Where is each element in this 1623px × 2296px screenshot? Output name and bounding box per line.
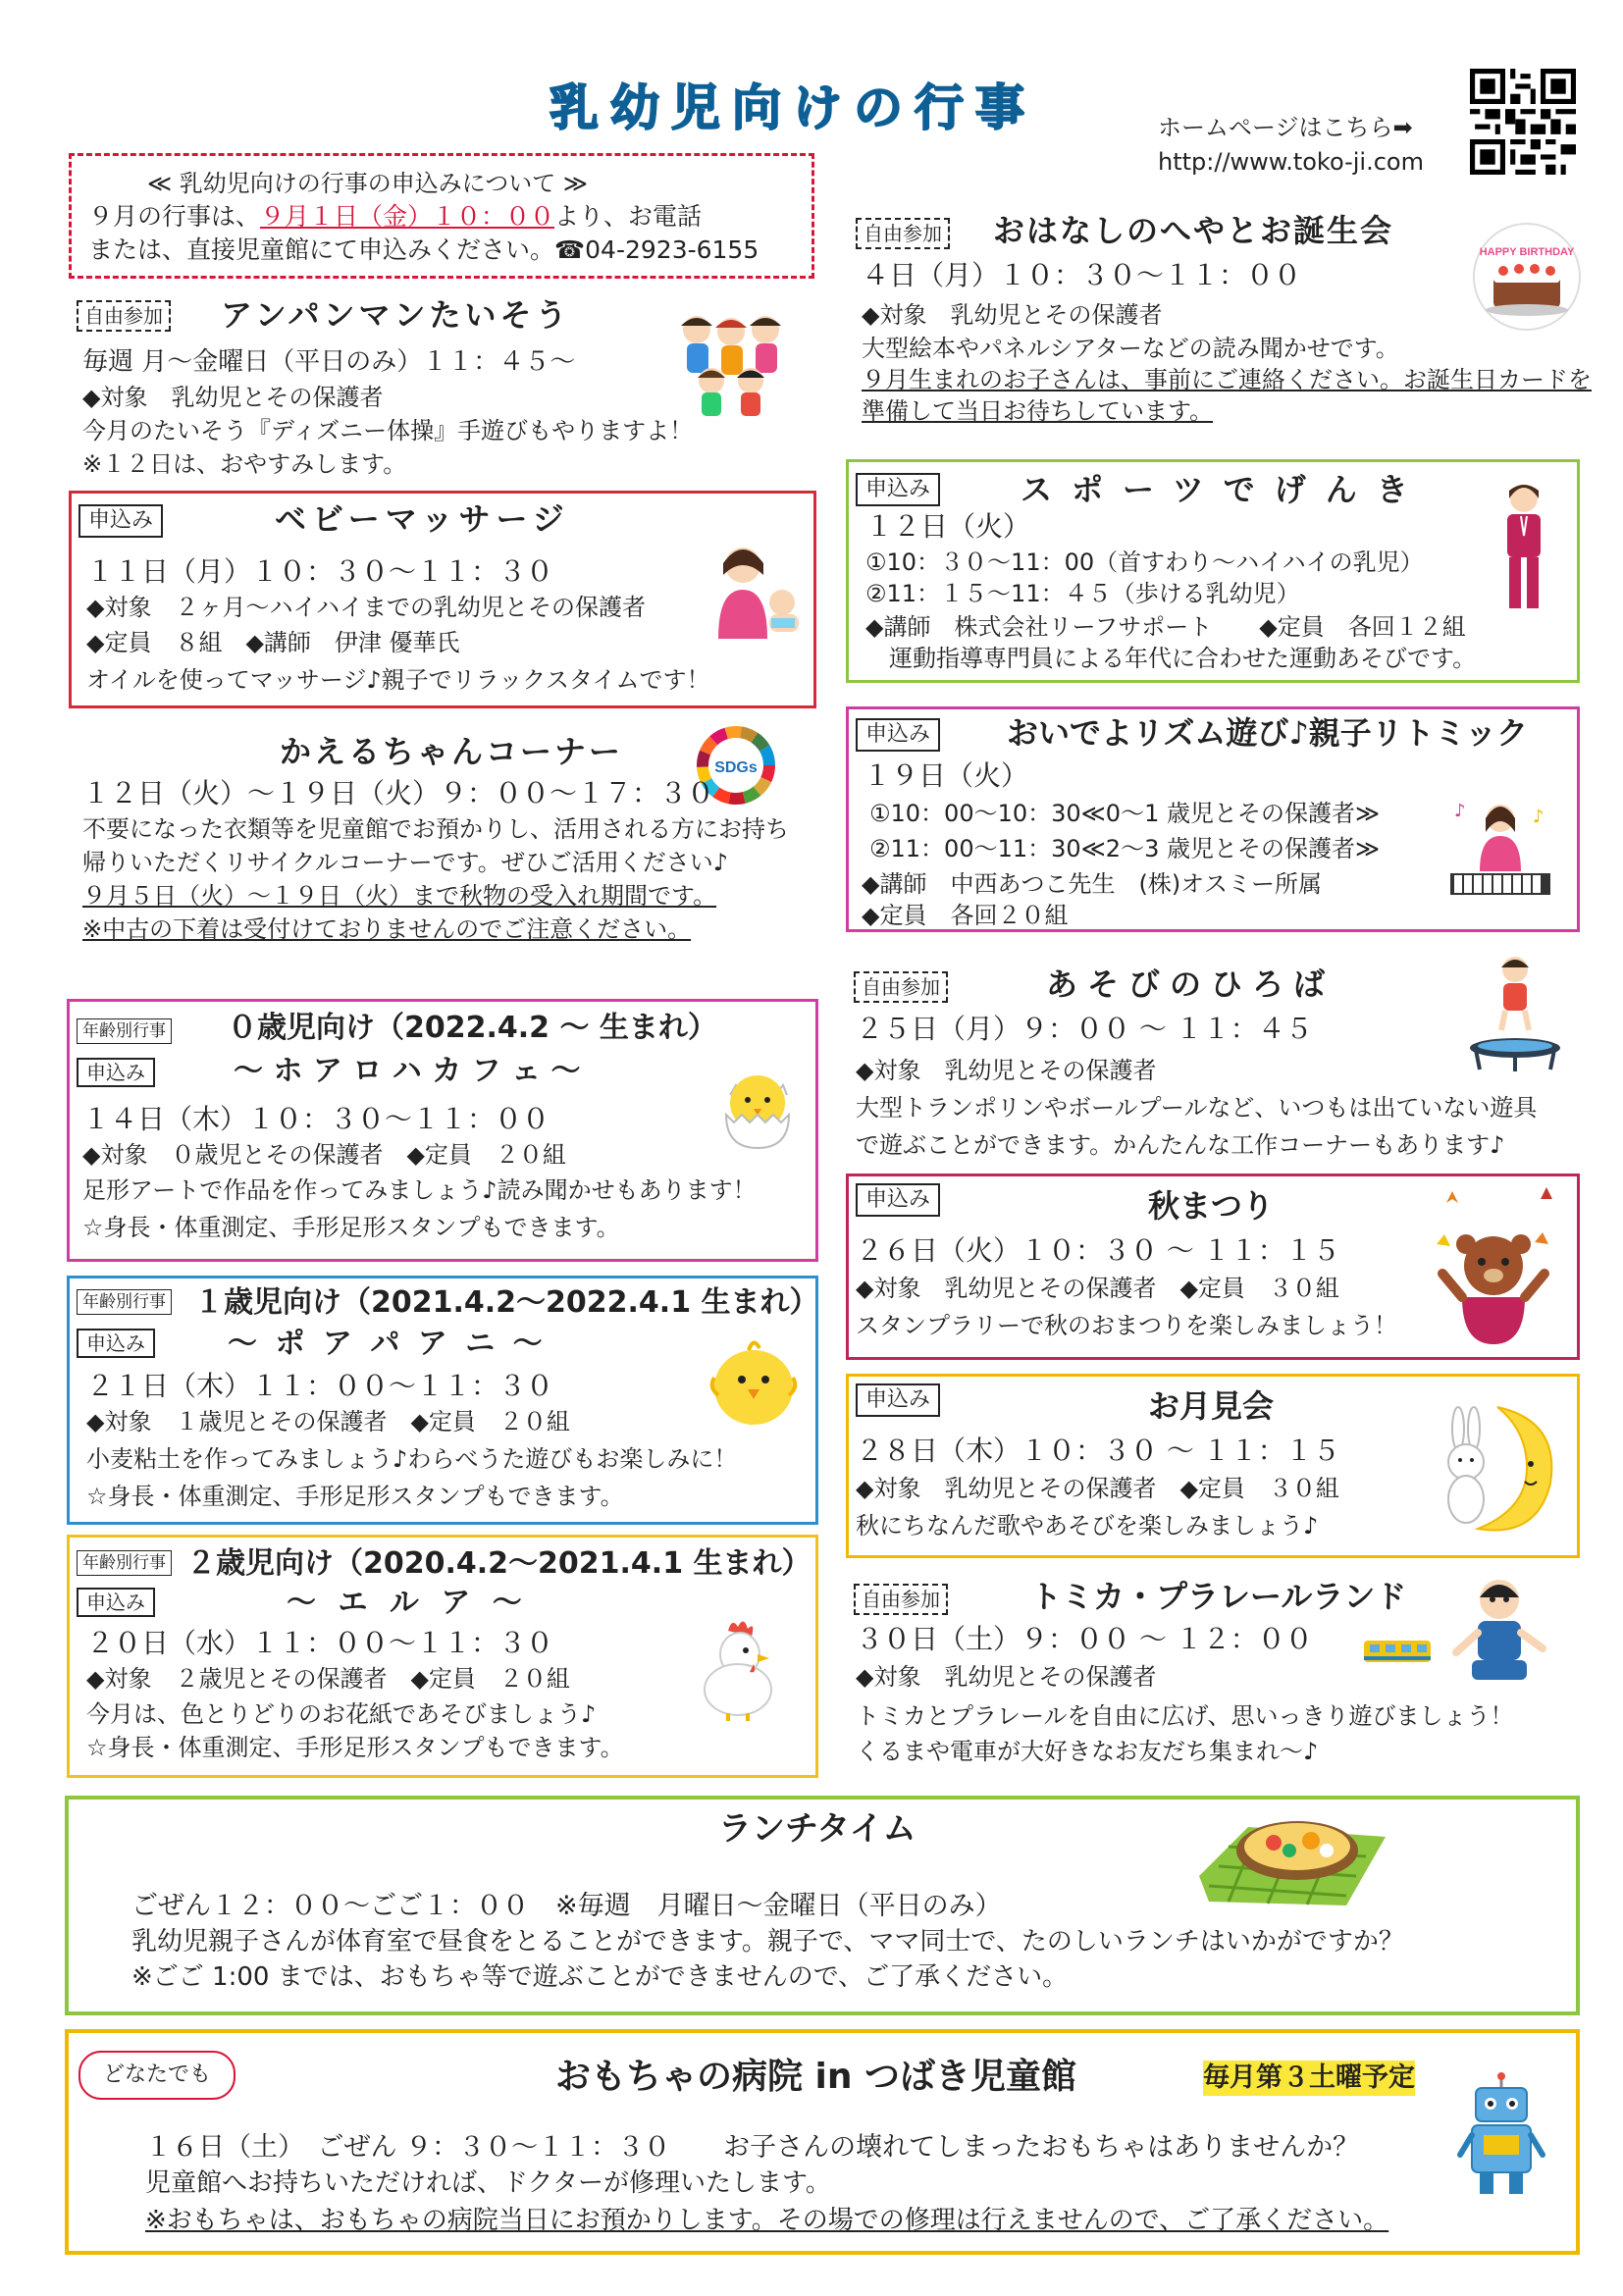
age2-desc: 今月は、色とりどりのお花紙であそびましょう♪ [86, 1700, 597, 1728]
baby-massage-capacity: ◆定員 ８組 ◆講師 伊津 優華氏 [86, 629, 460, 656]
hiroba-desc2: で遊ぶことができます。かんたんな工作コーナーもあります♪ [856, 1131, 1505, 1159]
bear-leaves-icon [1433, 1183, 1560, 1352]
age1-desc: 小麦粘土を作ってみましょう♪わらべうた遊びもお楽しみに！ [86, 1445, 738, 1473]
age1-target: ◆対象 １歳児とその保護者 ◆定員 ２０組 [86, 1408, 570, 1435]
rhythm-date: １９日（火） [864, 759, 1029, 792]
apply-tag: 申込み [77, 1058, 155, 1087]
homepage-url[interactable]: http://www.toko-ji.com [1158, 148, 1424, 176]
kaeru-title: かえるちゃんコーナー [280, 733, 624, 770]
age2-note: ☆身長・体重測定、手形足形スタンプもできます。 [86, 1734, 624, 1761]
age0-target: ◆対象 ０歳児とその保護者 ◆定員 ２０組 [82, 1141, 566, 1169]
trampoline-icon [1466, 952, 1564, 1073]
age0-cafe-name: ～ ホ ア ロ ハ カ フ ェ ～ [234, 1054, 581, 1088]
sports-desc: 運動指導専門員による年代に合わせた運動あそびです。 [889, 645, 1477, 672]
ohanashi-birthday-note2: 準備して当日お待ちしています。 [862, 397, 1214, 425]
notice-line1-post: より、お電話 [554, 202, 703, 231]
tsukimi-title: お月見会 [1148, 1387, 1275, 1425]
apply-tag: 申込み [79, 504, 163, 538]
svg-text:♪: ♪ [1454, 801, 1466, 821]
robot-icon [1456, 2072, 1546, 2198]
anpanman-title: アンパンマンたいそう [221, 296, 571, 334]
rhythm-title: おいでよリズム遊び♪親子リトミック [1007, 714, 1529, 752]
apply-tag: 申込み [856, 718, 940, 752]
free-tag: 自由参加 [77, 300, 171, 332]
page-title: 乳幼児向けの行事 [550, 79, 1036, 136]
age0-note: ☆身長・体重測定、手形足形スタンプもできます。 [82, 1214, 620, 1241]
sports-session1: ①10：３０～11：00（首すわり～ハイハイの乳児） [865, 548, 1424, 576]
rhythm-session1: ①10：00～10：30≪0～1 歳児とその保護者≫ [869, 800, 1381, 827]
age2-target: ◆対象 ２歳児とその保護者 ◆定員 ２０組 [86, 1665, 570, 1693]
ohanashi-title: おはなしのへやとお誕生会 [993, 212, 1394, 249]
age0-date: １４日（木）１０：３０～１１：００ [82, 1103, 550, 1135]
apply-tag: 申込み [856, 1383, 940, 1417]
aki-desc: スタンプラリーで秋のおまつりを楽しみましょう！ [856, 1312, 1397, 1339]
anpanman-date: 毎週 月～金曜日（平日のみ）１１：４５～ [82, 347, 576, 377]
pianist-icon [1446, 793, 1554, 901]
toy-hospital-note: ※おもちゃは、おもちゃの病院当日にお預かりします。その場での修理は行えませんので、ご了承ください。 [145, 2206, 1389, 2235]
free-tag: 自由参加 [854, 1584, 948, 1615]
age1-cafe-name: ～ ポ ア パ ア ニ ～ [228, 1327, 547, 1361]
age0-title: ０歳児向け（2022.4.2 ～ 生まれ） [228, 1011, 717, 1045]
kaeru-desc2: 帰りいただくリサイクルコーナーです。ぜひご活用ください♪ [82, 849, 729, 876]
age0-desc: 足形アートで作品を作ってみましょう♪読み聞かせもあります！ [82, 1176, 757, 1204]
kaeru-desc1: 不要になった衣類等を児童館でお預かりし、活用される方にお持ち [82, 815, 789, 843]
toy-hospital-date: １６日（土） ごぜん ９：３０～１１：３０ お子さんの壊れてしまったおもちゃはありませんか？ [145, 2132, 1360, 2163]
rhythm-instructor: ◆講師 中西あつこ先生 (株)オスミー所属 [862, 870, 1322, 898]
age1-title: １歳児向け（2021.4.2～2022.4.1 生まれ） [194, 1285, 819, 1320]
toy-hospital-schedule: 毎月第３土曜予定 [1203, 2061, 1415, 2096]
age1-date: ２１日（木）１１：００～１１：３０ [86, 1370, 554, 1402]
notice-line1 [88, 200, 702, 234]
birthday-cake-text: HAPPY BIRTHDAY [1479, 246, 1575, 258]
kaeru-note: ※中古の下着は受付けておりませんのでご注意ください。 [82, 915, 692, 943]
hiroba-desc1: 大型トランポリンやボールプールなど、いつもは出ていない遊具 [856, 1094, 1538, 1122]
apply-tag: 申込み [856, 1183, 940, 1217]
hatching-chick-icon [708, 1046, 807, 1150]
anyone-tag: どなたでも [79, 2051, 236, 2100]
baby-massage-desc: オイルを使ってマッサージ♪親子でリラックスタイムです！ [86, 666, 710, 694]
anpanman-target: ◆対象 乳幼児とその保護者 [82, 384, 384, 411]
tomica-date: ３０日（土）９：００ ～ １２：００ [856, 1623, 1313, 1655]
lunch-note: ※ごご 1:00 までは、おもちゃ等で遊ぶことができませんので、ご了承ください。 [131, 1962, 1069, 1992]
lunch-title: ランチタイム [718, 1809, 916, 1849]
mother-baby-icon [699, 536, 807, 644]
baby-massage-target: ◆対象 ２ヶ月～ハイハイまでの乳幼児とその保護者 [86, 594, 646, 621]
sports-instructor: ◆講師 株式会社リーフサポート ◆定員 各回１２組 [865, 613, 1466, 641]
baby-massage-date: １１日（月）１０：３０～１１：３０ [86, 555, 554, 588]
sdgs-logo-text: SDGs [714, 759, 758, 776]
rooster-icon [689, 1613, 783, 1721]
moon-rabbit-icon [1429, 1401, 1560, 1539]
boy-train-icon [1362, 1574, 1564, 1690]
tsukimi-target: ◆対象 乳幼児とその保護者 ◆定員 ３０組 [856, 1475, 1339, 1502]
kaeru-period: ９月５日（火）～１９日（火）まで秋物の受入れ期間です。 [82, 882, 717, 910]
age-event-tag: 年齢別行事 [77, 1018, 172, 1044]
coach-icon [1492, 477, 1556, 614]
tomica-desc1: トミカとプラレールを自由に広げ、思いっきり遊びましょう！ [856, 1702, 1514, 1730]
ohanashi-target: ◆対象 乳幼児とその保護者 [862, 301, 1163, 329]
rhythm-session2: ②11：00～11：30≪2～3 歳児とその保護者≫ [869, 835, 1381, 862]
age-event-tag: 年齢別行事 [77, 1550, 172, 1576]
aki-date: ２６日（火）１０：３０ ～ １１：１５ [856, 1234, 1340, 1267]
tomica-desc2: くるまや電車が大好きなお友だち集まれ～♪ [856, 1738, 1319, 1765]
apply-tag: 申込み [77, 1329, 155, 1358]
age2-date: ２０日（水）１１：００～１１：３０ [86, 1627, 554, 1659]
hiroba-target: ◆対象 乳幼児とその保護者 [856, 1057, 1157, 1084]
age2-cafe-name: ～ エ ル ア ～ [287, 1586, 528, 1620]
notice-line1-pre: ９月の行事は、 [88, 202, 261, 231]
anpanman-note: ※１２日は、おやすみします。 [82, 450, 407, 478]
hiroba-date: ２５日（月）９：００ ～ １１：４５ [856, 1013, 1313, 1045]
ohanashi-date: ４日（月）１０：３０～１１：００ [862, 259, 1302, 291]
notice-line2: または、直接児童館にて申込みください。☎04-2923-6155 [88, 235, 759, 264]
notice-open-date: ９月１日（金）１０：００ [260, 202, 555, 231]
tsukimi-date: ２８日（木）１０：３０ ～ １１：１５ [856, 1435, 1340, 1467]
age2-title: ２歳児向け（2020.4.2～2021.4.1 生まれ） [186, 1546, 812, 1581]
chick-icon [705, 1323, 803, 1431]
toy-hospital-desc: 児童館へお持ちいただければ、ドクターが修理いたします。 [145, 2168, 831, 2198]
ohanashi-desc: 大型絵本やパネルシアターなどの読み聞かせです。 [862, 335, 1399, 362]
toy-hospital-title: おもちゃの病院 in つばき児童館 [555, 2057, 1077, 2097]
lunch-desc: 乳幼児親子さんが体育室で昼食をとることができます。親子で、ママ同士で、たのしいランチはいかがですか？ [131, 1927, 1404, 1957]
tsukimi-desc: 秋にちなんだ歌やあそびを楽しみましょう♪ [856, 1512, 1319, 1539]
free-tag: 自由参加 [856, 218, 950, 249]
age1-note: ☆身長・体重測定、手形足形スタンプもできます。 [86, 1483, 624, 1510]
lunch-time: ごぜん１２：００～ごご１：００ ※毎週 月曜日～金曜日（平日のみ） [131, 1891, 1002, 1921]
kaeru-date: １２日（火）～１９日（火）９：００～１７：３０ [82, 777, 715, 809]
sports-title: スポーツでげんき [1021, 471, 1428, 508]
apply-tag: 申込み [77, 1588, 155, 1617]
age-event-tag: 年齢別行事 [77, 1289, 172, 1315]
baby-massage-title: ベビーマッサージ [275, 500, 570, 538]
homepage-label: ホームページはこちら➡ [1158, 114, 1413, 141]
sports-date: １２日（火） [865, 510, 1031, 543]
tomica-title: トミカ・プラレールランド [1030, 1578, 1407, 1615]
birthday-cake-icon [1472, 222, 1582, 332]
svg-text:♪: ♪ [1533, 807, 1544, 827]
free-tag: 自由参加 [854, 971, 948, 1003]
qr-code-icon[interactable] [1470, 69, 1576, 175]
bento-picnic-icon [1189, 1807, 1391, 1909]
sports-session2: ②11：１５～11：４５（歩ける乳幼児） [865, 580, 1300, 607]
ohanashi-birthday-note1: ９月生まれのお子さんは、事前にご連絡ください。お誕生日カードを [862, 366, 1592, 393]
aki-title: 秋まつり [1148, 1187, 1275, 1225]
anpanman-desc: 今月のたいそう『ディズニー体操』手遊びもやりますよ！ [82, 417, 694, 444]
apply-tag: 申込み [856, 473, 940, 506]
dancing-kids-icon [667, 302, 795, 420]
notice-heading: ≪ 乳幼児向けの行事の申込みについて ≫ [147, 170, 589, 197]
tomica-target: ◆対象 乳幼児とその保護者 [856, 1663, 1157, 1691]
rhythm-capacity: ◆定員 各回２０組 [862, 902, 1069, 929]
hiroba-title: あそびのひろば [1046, 965, 1335, 1003]
aki-target: ◆対象 乳幼児とその保護者 ◆定員 ３０組 [856, 1275, 1339, 1302]
